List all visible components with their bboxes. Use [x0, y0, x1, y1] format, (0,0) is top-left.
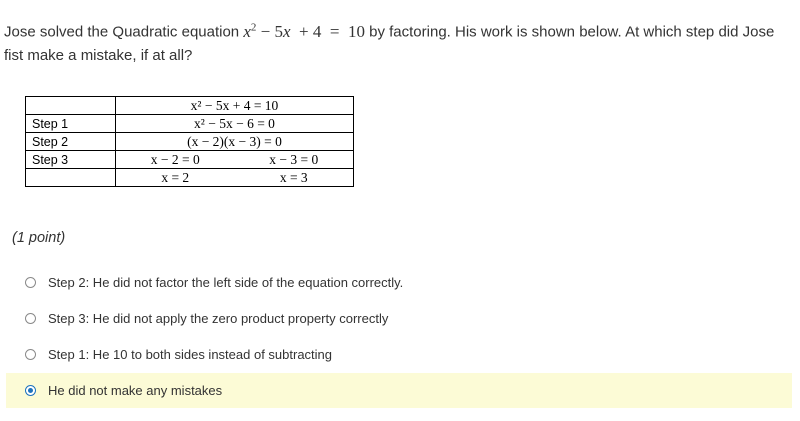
option-label: Step 3: He did not apply the zero product property correctly: [48, 311, 389, 326]
step-equation-left: x − 2 = 0: [150, 151, 200, 167]
question-text: [4, 16, 784, 67]
step-label: Step 2: [26, 133, 116, 151]
answer-option-2[interactable]: [6, 301, 792, 336]
step-equation: (x − 2)(x − 3) = 0: [116, 133, 354, 151]
option-label: He did not make any mistakes: [48, 383, 223, 398]
radio-button-icon[interactable]: [25, 277, 36, 288]
step-label-empty: [26, 169, 116, 187]
header-equation: x² − 5x + 4 = 10: [116, 97, 354, 115]
answer-option-1[interactable]: [6, 265, 792, 300]
table-row: [26, 97, 354, 115]
table-row: [26, 115, 354, 133]
answer-option-3[interactable]: [6, 337, 792, 372]
option-label: Step 2: He did not factor the left side of the equation correctly.: [48, 275, 404, 290]
step-label: Step 3: [26, 151, 116, 169]
radio-button-icon[interactable]: [25, 349, 36, 360]
solution-right: x = 3: [279, 169, 308, 185]
solution-left: x = 2: [161, 169, 190, 185]
answer-option-4[interactable]: [6, 373, 792, 408]
radio-button-icon[interactable]: [25, 313, 36, 324]
question-equation: $x^2 - 5x + 4 = 10$: [243, 21, 365, 41]
radio-button-selected-icon[interactable]: [25, 385, 36, 396]
step-equation: [116, 151, 354, 169]
table-row: [26, 169, 354, 187]
table-row: [26, 151, 354, 169]
step-label: Step 1: [26, 115, 116, 133]
step-label-empty: [26, 97, 116, 115]
step-equation-right: x − 3 = 0: [269, 151, 319, 167]
table-row: [26, 133, 354, 151]
work-table: [25, 96, 354, 187]
step-equation: x² − 5x − 6 = 0: [116, 115, 354, 133]
final-solutions: [116, 169, 354, 187]
points-label: (1 point): [12, 230, 66, 246]
question-intro: Jose solved the Quadratic equation: [4, 23, 244, 41]
question-rest: by factoring. His work is shown below. At which step did Jose fist make a mistake, if at all?: [4, 23, 775, 64]
option-label: Step 1: He 10 to both sides instead of subtracting: [48, 347, 333, 362]
